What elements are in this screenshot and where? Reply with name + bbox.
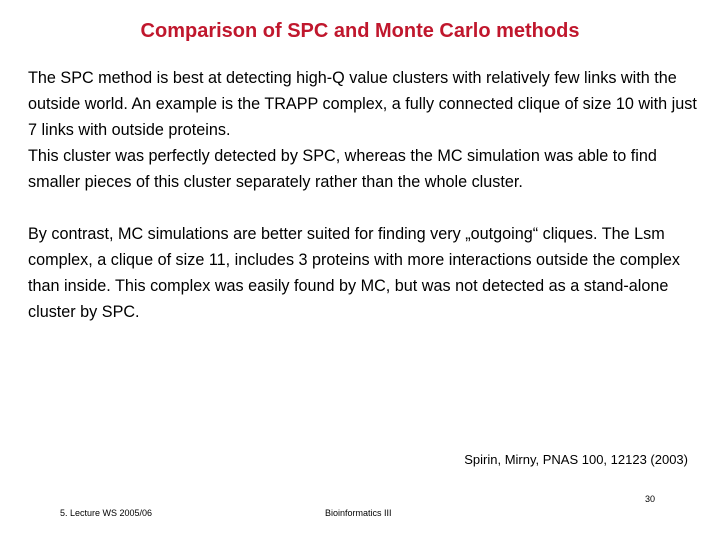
- page-number: 30: [645, 494, 656, 504]
- citation: Spirin, Mirny, PNAS 100, 12123 (2003): [464, 452, 688, 467]
- footer-lecture: 5. Lecture WS 2005/06: [60, 508, 153, 518]
- paragraph-spc-result: This cluster was perfectly detected by SPC, whereas the MC simulation was able to find smaller pieces of this cluster separately rather than the whole cluster.: [28, 147, 657, 191]
- footer-course: Bioinformatics III: [325, 508, 392, 518]
- paragraph-spc: The SPC method is best at detecting high-Q value clusters with relatively few links with the outside world. An example is the TRAPP complex, a fully connected clique of size 10 with just 7 links with outside proteins.: [28, 69, 697, 139]
- slide-body: [28, 65, 698, 325]
- paragraph-mc: By contrast, MC simulations are better suited for finding very „outgoing“ cliques. The Lsm complex, a clique of size 11, includes 3 proteins with more interactions outside the complex than inside. This complex was easily found by MC, but was not detected as a stand-alone cluster by SPC.: [28, 225, 681, 321]
- slide-title: Comparison of SPC and Monte Carlo methods: [140, 20, 580, 42]
